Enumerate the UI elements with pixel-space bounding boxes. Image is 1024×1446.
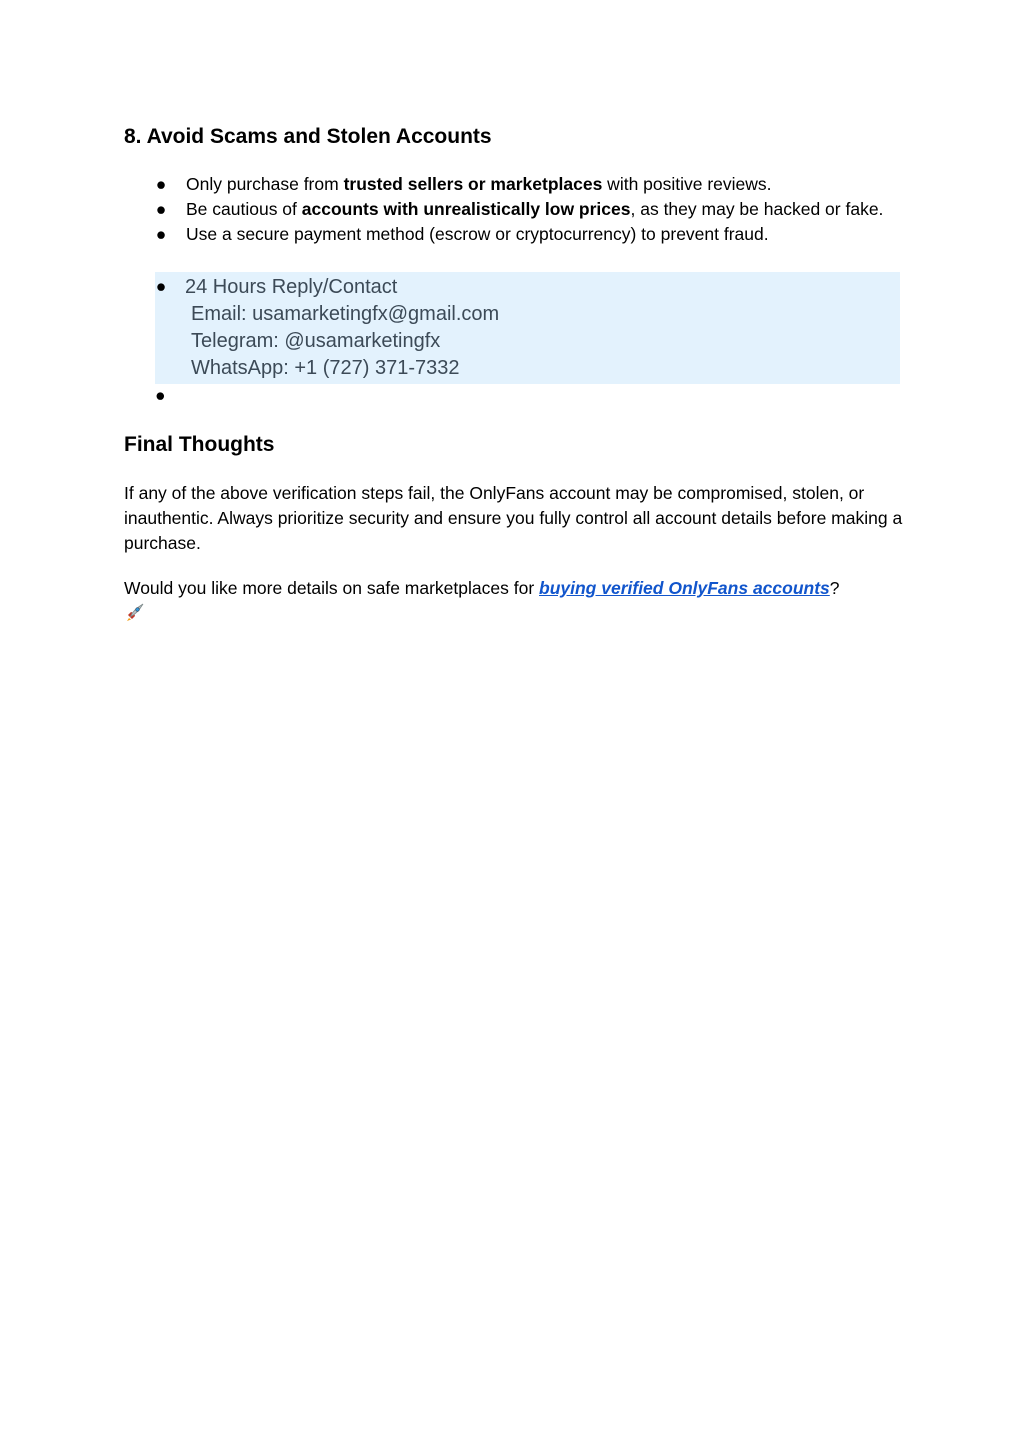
buying-accounts-link[interactable]: buying verified OnlyFans accounts [539, 578, 830, 598]
bullet-icon: ● [155, 174, 167, 194]
contact-whatsapp: WhatsApp: +1 (727) 371-7332 [191, 357, 460, 379]
contact-email: Email: usamarketingfx@gmail.com [191, 303, 500, 325]
section-heading-avoid-scams: 8. Avoid Scams and Stolen Accounts [124, 125, 492, 148]
list-item-text: , as they may be hacked or fake. [630, 199, 884, 219]
list-item [124, 222, 904, 247]
contact-list-item [124, 272, 900, 384]
question-text: Would you like more details on safe marketplaces for [124, 578, 540, 598]
rocket-icon [124, 601, 146, 623]
list-item [124, 172, 904, 197]
contact-telegram: Telegram: @usamarketingfx [191, 330, 441, 352]
list-item-bold-text: accounts with unrealistically low prices [301, 199, 631, 219]
list-item-text: Be cautious of [186, 199, 302, 219]
scam-tips-list [124, 172, 904, 247]
section-heading-final-thoughts: Final Thoughts [124, 433, 275, 456]
bullet-icon: ● [155, 199, 167, 219]
list-item-text: with positive reviews. [602, 174, 772, 194]
list-item-bold-text: trusted sellers or marketplaces [343, 174, 603, 194]
question-mark: ? [829, 578, 840, 598]
bullet-icon: ● [155, 276, 167, 296]
closing-question [124, 576, 904, 627]
list-item-text: Only purchase from [186, 174, 344, 194]
list-item-text: Use a secure payment method (escrow or cryptocurrency) to prevent fraud. [186, 224, 769, 244]
contact-heading: 24 Hours Reply/Contact [185, 276, 398, 298]
bullet-icon: ● [155, 385, 166, 405]
bullet-icon: ● [155, 224, 167, 244]
final-thoughts-paragraph: If any of the above verification steps fail, the OnlyFans account may be compromised, stolen, or inauthentic. Always prioritize security and ensure you fully control all account details before making a purchase. [124, 483, 903, 553]
list-item [124, 197, 904, 222]
